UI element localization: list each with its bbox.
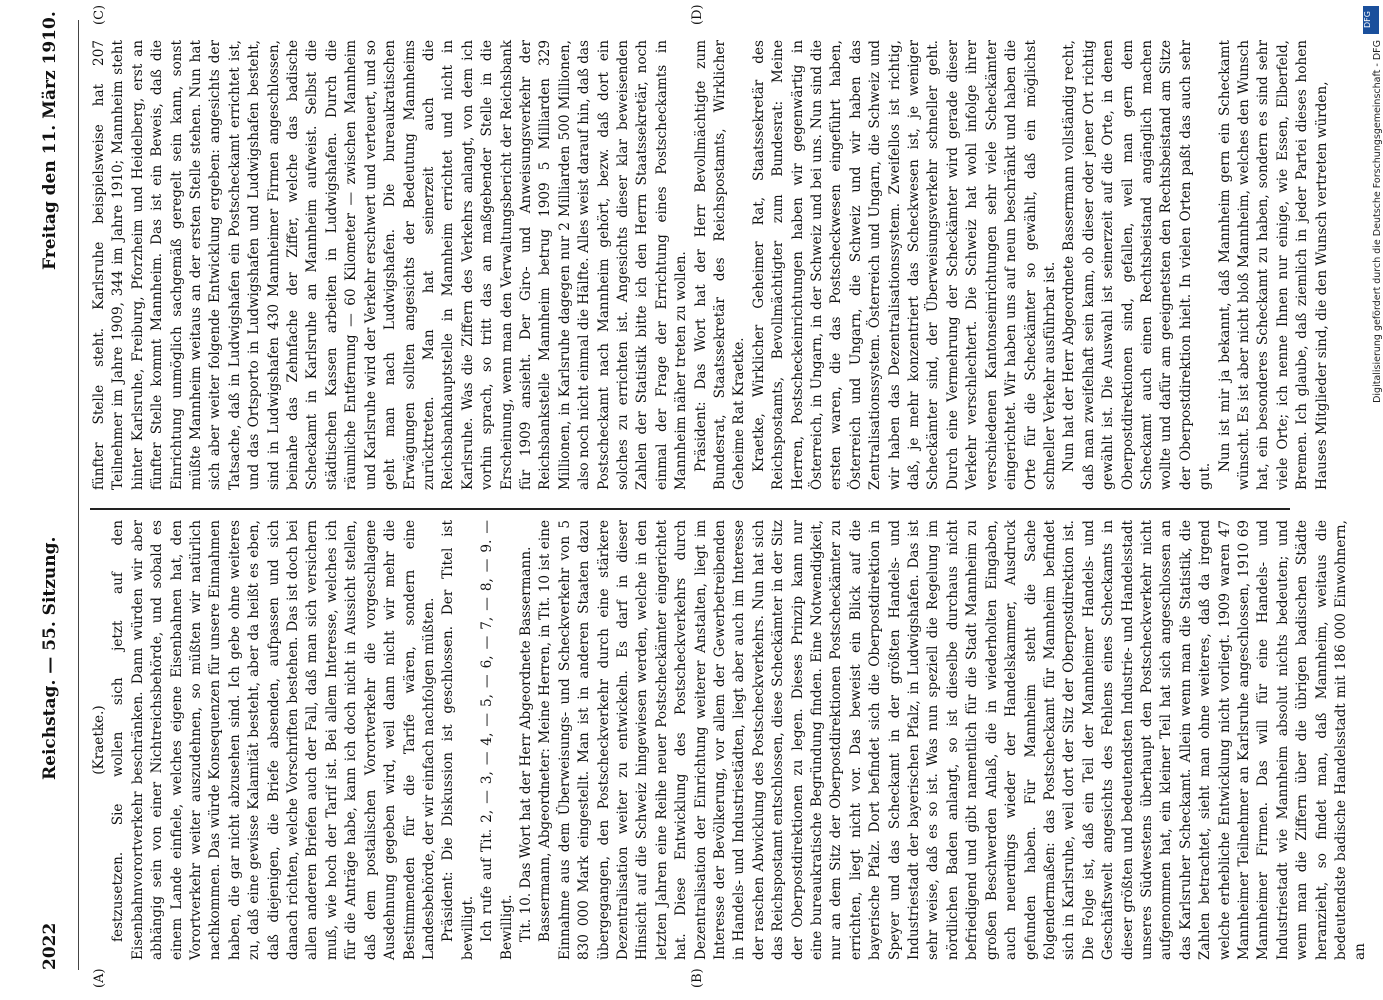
paragraph: Nun hat der Herr Abgeordnete Bassermann vollständig recht, daß man zweifelhaft sein kann, ob dieser oder jener Ort richtig gewählt ist. Die Auswahl ist seinerzeit auf die Orte, in denen Oberpostdirektionen sind, gefallen, weil man gern dem Scheckamt auch einen Rechtsbeistand angänglich machen wollte und dafür am geeignetsten den Rechtsbeistand am Sitze der Oberpostdirektion hielt. In vielen Orten paßt das auch sehr gut. — [1061, 40, 1214, 490]
margin-mark-b: (B) — [690, 968, 705, 988]
paragraph: Kraetke, Wirklicher Geheimer Rat, Staatssekretär des Reichspostamts, Bevollmächtigter zum Bundesrat: Meine Herren, Postscheckeinrichtungen haben wir gegenwärtig in Österreich, in Ungarn, in der Schweiz und bei uns. Nun sind die ersten waren, die das Postscheckwesen eingeführt haben, Österreich und Ungarn, die Schweiz und wir haben das Zentralisationssystem. Österreich und Ungarn, die Schweiz und wir haben das Dezentralisationssystem. Zweifellos ist richtig, daß, je mehr konzentriert das Scheckwesen ist, je weniger Scheckämter sind, der Überweisungsverkehr schneller geht. Durch eine Vermehrung der Scheckämter wird gerade dieser Verkehr verschlechtert. Die Schweiz hat wohl infolge ihrer verschiedenen Kantonseinrichtungen sehr viele Scheckämter eingerichtet. Wir haben uns auf neun beschränkt und haben die Orte für die Scheckämter so gewählt, daß ein möglichst schneller Verkehr ausführbar ist. — [750, 40, 1058, 490]
column-divider — [90, 508, 1290, 510]
paragraph: Tit. 10. Das Wort hat der Herr Abgeordnete Bassermann. — [517, 546, 534, 942]
paragraph: Nun ist mir ja bekannt, daß Mannheim gern ein Scheckamt wünscht. Es ist aber nicht bloß Mannheim, welches den Wunsch hat, ein besonderes Scheckamt zu haben, sondern es sind sehr viele Orte; ich nenne Ihnen nur einige, wie Essen, Elberfeld, Bremen. Ich glaube, daß ziemlich in jeder Partei dieses hohen Hauses Mitglieder sind, die den Wunsch vertreten würden, — [1216, 40, 1330, 490]
digitization-note: Digitalisierung gefördert durch die Deutsche Forschungsgemeinschaft - DFG — [1372, 40, 1383, 403]
right-column — [90, 40, 1332, 490]
paragraph: Präsident: Das Wort hat der Herr Bevollmächtigte zum Bundesrat, Staatssekretär des Reichspostamts, Wirklicher Geheime Rat Kraetke. — [692, 40, 748, 490]
margin-mark-a: (A) — [92, 968, 107, 988]
page-number: 2022 — [40, 922, 60, 970]
left-column — [90, 520, 1371, 960]
header-left-title: Reichstag. — 55. Sitzung. — [40, 536, 60, 780]
paragraph: fünfter Stelle steht. Karlsruhe beispielsweise hat 207 Teilnehmer im Jahre 1909, 344 im Jahre 1910; Mannheim steht hinter Karlsruhe, Freiburg, Pforzheim und Heidelberg, erst an fünfter Stelle kommt Mannheim. Das ist ein Beweis, daß die Einrichtung unmöglich sachgemäß geregelt sein kann, sonst müßte Mannheim weitaus an der ersten Stelle stehen. Nun hat sich aber weiter folgende Entwicklung ergeben: angesichts der Tatsache, daß in Ludwigshafen ein Postscheckamt errichtet ist, und das Ortsporto in Ludwigshafen und Ludwigshafen besteht, sind in Ludwigshafen 430 Mannheimer Firmen angeschlossen, beinahe das Zehnfache der Ziffer, welche das badische Scheckamt in Karlsruhe an Mannheim aufweist. Selbst die städtischen Kassen arbeiten in Ludwigshafen. Durch die räumliche Entfernung — 60 Kilometer — zwischen Mannheim und Karlsruhe wird der Verkehr erschwert und verteuert, und so geht man nach Ludwigshafen. Die bureaukratischen Erwägungen sollten angesichts der Bedeutung Mannheims zurücktreten. Man hat seinerzeit auch die Reichsbankhauptstelle in Mannheim errichtet und nicht in Karlsruhe. Was die Ziffern des Verkehrs anlangt, von dem ich vorhin sprach, so tritt das an maßgebender Stelle in die Erscheinung, wenn man den Verwaltungsbericht der Reichsbank für 1909 ansieht. Der Giro- und Anweisungsverkehr der Reichsbankstelle Mannheim betrug 1909 5 Milliarden 329 Millionen, in Karlsruhe dagegen nur 2 Milliarden 500 Millionen, also noch nicht einmal die Hälfte. Alles weist darauf hin, daß das Postscheckamt nach Mannheim gehört, bezw. daß dort ein solches zu errichten ist. Angesichts dieser klar beweisenden Zahlen der Statistik bitte ich den Herrn Staatssekretär, noch einmal der Frage der Errichtung eines Postscheckamts in Mannheim näher treten zu wollen. — [91, 40, 690, 490]
paragraph: Ich rufe auf Tit. 2, — 3, — 4, — 5, — 6, — 7, — 8, — 9. — Bewilligt. — [479, 520, 515, 960]
margin-mark-c: (C) — [92, 4, 107, 25]
margin-mark-d: (D) — [690, 4, 705, 25]
header-date: Freitag den 11. März 1910. — [40, 11, 60, 270]
paragraph: Präsident: Die Diskussion ist geschlossen. Der Titel ist bewilligt. — [440, 520, 476, 960]
page-header — [40, 11, 70, 970]
paragraph: Bassermann, Abgeordneter: Meine Herren, in Tit. 10 ist eine Einnahme aus dem Überweisungs- und Scheckverkehr von 5 830 000 Mark eingestellt. Man ist in anderen Staaten dazu übergegangen, den Postscheckverkehr durch eine stärkere Dezentralisation weiter zu entwickeln. Es darf in dieser Hinsicht auf die Schweiz hingewiesen werden, welche in den letzten Jahren eine Reihe neuer Postscheckämter eingerichtet hat. Diese Entwicklung des Postscheckverkehrs durch Dezentralisation der Einrichtung weiterer Anstalten, liegt im Interesse der Bevölkerung, vor allem der Gewerbetreibenden in Handels- und Industriestädten, liegt aber auch im Interesse der raschen Abwicklung des Postscheckverkehrs. Nun hat sich das Reichspostamt entschlossen, diese Scheckämter in der Sitz der Oberpostdirektionen zu legen. Dieses Prinzip kann nur eine bureaukratische Begründung finden. Eine Notwendigkeit, nur an dem Sitz der Oberpostdirektionen Postscheckämter zu errichten, liegt nicht vor. Das beweist ein Blick auf die bayerische Pfalz. Dort befindet sich die Oberpostdirektion in Speyer und das Scheckamt in der größten Handels- und Industriestadt der bayerischen Pfalz, in Ludwigshafen. Das ist sehr weise, daß es so ist. Was nun speziell die Regelung im nördlichen Baden anlangt, so ist dieselbe durchaus nicht befriedigend und gibt namentlich für die Stadt Mannheim zu großen Beschwerden Anlaß, die in wiederholten Eingaben, auch neuerdings wieder der Handelskammer, Ausdruck gefunden haben. Für Mannheim steht die Sache folgendermaßen: das Postscheckamt für Mannheim befindet sich in Karlsruhe, weil dort der Sitz der Oberpostdirektion ist. Die Folge ist, daß ein Teil der Mannheimer Handels- und Geschäftswelt angesichts des Fehlens eines Scheckamts in dieser größten und bedeutendsten Industrie- und Handelsstadt unseres Südwestens überhaupt den Postscheckverkehr nicht aufgenommen hat, ein kleiner Teil hat sich angeschlossen an das Karlsruher Scheckamt. Allein wenn man die Statistik, die Zahlen betrachtet, sieht man ohne weiteres, daß da irgend welche erhebliche Entwicklung nicht vorliegt. 1909 waren 47 Mannheimer Teilnehmer an Karlsruhe angeschlossen, 1910 69 Mannheimer Firmen. Das will für eine Handels- und Industriestadt wie Mannheim absolut nichts bedeuten; und wenn man die Ziffern über die übrigen badischen Städte heranzieht, so findet man, daß Mannheim, weitaus die bedeutendste badische Handelsstadt mit 186 000 Einwohnern, an — [537, 520, 1369, 960]
header-rule — [78, 20, 79, 970]
speaker-tag: (Kraetke.) — [91, 705, 107, 775]
dfg-logo: DFG — [1363, 6, 1379, 34]
paragraph: festzusetzen. Sie wollen sich jetzt auf den Eisenbahnvorortverkehr beschränken. Dann würden wir aber abhängig sein von einer Nichtreichsbehörde, und sobald es einem Lande einfiele, welches eigene Eisenbahnen hat, den Vorortverkehr weiter auszudehnen, so müßten wir natürlich nachkommen. Das würde Konsequenzen für unsere Einnahmen haben, die gar nicht abzusehen sind. Ich gebe ohne weiteres zu, daß eine gewisse Kalamität besteht, aber da heißt es eben, daß diejenigen, die Briefe absenden, aufpassen und sich danach richten, welche Vorschriften bestehen. Das ist doch bei allen anderen Briefen auch der Fall, daß man sich versichern muß, wie hoch der Tarif ist. Bei allem Interesse, welches ich für die Anträge habe, kann ich doch nicht in Aussicht stellen, daß dem postalischen Vorortverkehr die vorgeschlagene Ausdehnung gegeben wird, weil dann nicht wir mehr die Bestimmenden für die Tarife wären, sondern eine Landesbehörde, der wir einfach nachfolgen müßten. — [110, 520, 437, 960]
